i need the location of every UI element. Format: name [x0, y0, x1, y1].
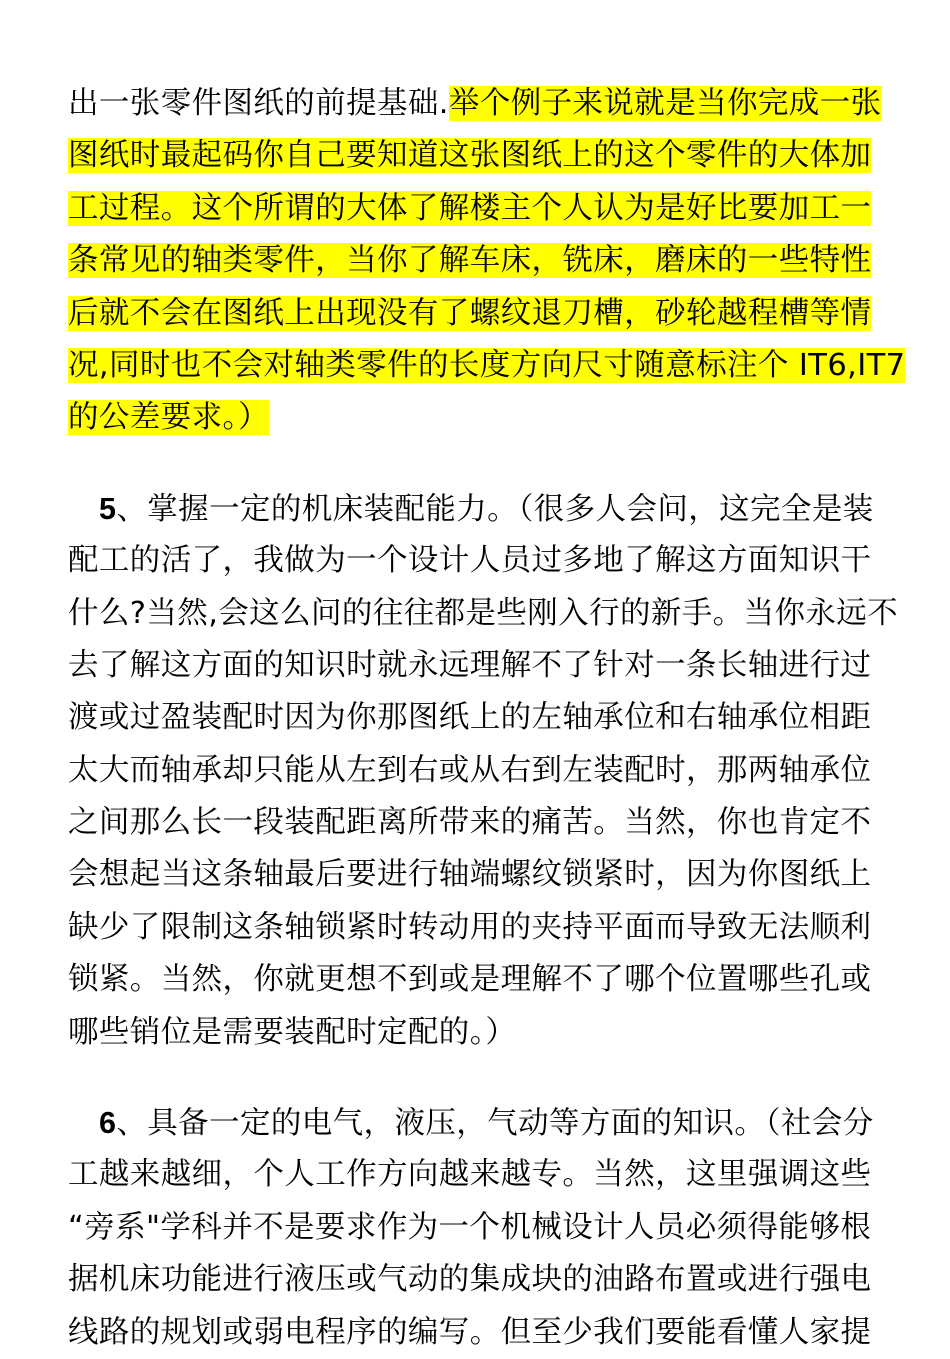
- text-line: 什么?当然,会这么问的往往都是些刚入行的新手。当你永远不: [68, 595, 899, 631]
- text-line: 之间那么长一段装配距离所带来的痛苦。当然，你也肯定不: [68, 805, 872, 841]
- highlighted-text: 举个例子来说就是当你完成一张: [448, 86, 882, 121]
- text-line: 配工的活了，我做为一个设计人员过多地了解这方面知识干: [68, 543, 872, 579]
- paragraph-6: [68, 1097, 888, 1359]
- text-line: [68, 235, 888, 287]
- paragraph-spacer: [68, 1059, 888, 1097]
- text-line: 太大而轴承却只能从左到右或从右到左装配时，那两轴承位: [68, 752, 872, 788]
- text-line: 工越来越细，个人工作方向越来越专。当然，这里强调这些: [68, 1157, 872, 1193]
- highlighted-text: 工过程。这个所谓的大体了解楼主个人认为是好比要加工一: [68, 190, 872, 226]
- text-line: [68, 392, 888, 444]
- plain-text: 出一张零件图纸的前提基础.: [68, 86, 449, 121]
- text-line: 会想起当这条轴最后要进行轴端螺纹锁紧时，因为你图纸上: [68, 857, 872, 893]
- text-line: [68, 483, 888, 535]
- paragraph-continued: [68, 78, 906, 445]
- highlighted-text: 条常见的轴类零件，当你了解车床，铣床，磨床的一些特性: [68, 243, 872, 279]
- line-text: 、具备一定的电气，液压，气动等方面的知识。（社会分: [116, 1106, 874, 1142]
- text-line: 渡或过盈装配时因为你那图纸上的左轴承位和右轴承位相距: [68, 700, 872, 736]
- text-line: 哪些销位是需要装配时定配的。）: [68, 1014, 517, 1050]
- text-line: 缺少了限制这条轴锁紧时转动用的夹持平面而导致无法顺利: [68, 909, 872, 945]
- text-line: “旁系"学科并不是要求作为一个机械设计人员必须得能够根: [68, 1209, 872, 1245]
- text-line: 线路的规划或弱电程序的编写。但至少我们要能看懂人家提: [68, 1314, 872, 1350]
- line-text: 、掌握一定的机床装配能力。（很多人会问，这完全是装: [116, 491, 874, 527]
- text-line: [68, 130, 888, 182]
- text-line: 据机床功能进行液压或气动的集成块的油路布置或进行强电: [68, 1262, 872, 1298]
- text-line: [68, 1097, 888, 1149]
- item-number: 5: [99, 491, 117, 526]
- item-number: 6: [99, 1106, 117, 1141]
- highlighted-text: 图纸时最起码你自己要知道这张图纸上的这个零件的大体加: [68, 138, 872, 174]
- text-line: [68, 340, 906, 392]
- paragraph-5: [68, 483, 899, 1059]
- highlighted-text: 况,同时也不会对轴类零件的长度方向尺寸随意标注个 IT6,IT7: [68, 347, 906, 383]
- text-line: [68, 288, 888, 340]
- text-line: 去了解这方面的知识时就永远理解不了针对一条长轴进行过: [68, 647, 872, 683]
- text-line: [68, 183, 888, 235]
- highlighted-text: 的公差要求。）: [68, 400, 270, 436]
- document-page: [68, 78, 906, 1359]
- highlighted-text: 后就不会在图纸上出现没有了螺纹退刀槽，砂轮越程槽等情: [68, 295, 872, 331]
- text-line: [68, 78, 888, 130]
- paragraph-spacer: [68, 445, 888, 483]
- text-line: 锁紧。当然，你就更想不到或是理解不了哪个位置哪些孔或: [68, 962, 872, 998]
